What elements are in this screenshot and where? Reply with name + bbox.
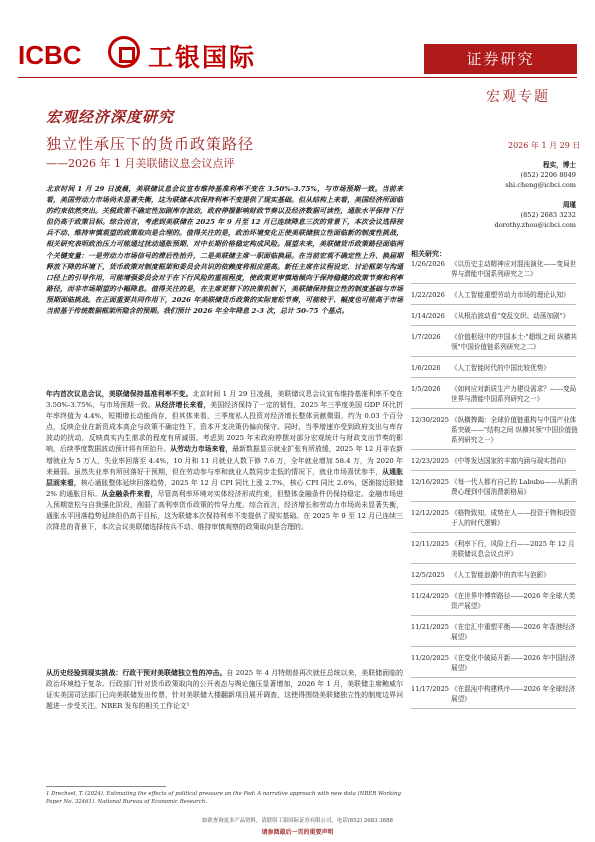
related-research-item[interactable] (411, 570, 581, 580)
paragraph-lead: 从金融条件来看， (101, 489, 158, 498)
report-type-badge: 证券研究 (424, 44, 577, 74)
analyst-email[interactable]: dorothy.zhou@icbci.com (494, 221, 576, 229)
related-research-item[interactable] (411, 653, 581, 673)
related-research-divider (411, 408, 576, 409)
icbc-logo-chinese: 工银国际 (148, 43, 257, 72)
related-research-date: 12/16/2025 (411, 478, 450, 486)
related-research-title-text[interactable]: 《在混沌中构建秩序——2026 年全球经济展望》 (451, 685, 576, 703)
body-paragraph-1 (46, 389, 403, 533)
related-research-title-text[interactable]: 《以历史主动精神应对混沌演化——变局世界与潜能中国系列研究之二》 (451, 260, 577, 278)
footnote-divider (46, 786, 166, 787)
related-research-item[interactable] (411, 622, 581, 642)
related-research-title-text[interactable]: 《在变化中破局开新——2026 年中国经济展望》 (451, 654, 576, 672)
related-research-item[interactable] (411, 415, 581, 445)
related-research-item[interactable] (411, 259, 581, 279)
paragraph-text: 最新数据显示就业扩张有所放缓，2025 年 12 月非农新增就业为 5 万人，失业率回落至 4.4%，10 月和 11 月就业人数下修 7.6 万，全年就业增加 58.4 万，为 2020 年来最弱。虽然失业率有所回落好于预期，但在劳动参与率和就业人数同步走低的情况下，就业市场喜忧参半， (46, 445, 404, 476)
paragraph-lead: 从经济增长来看， (154, 401, 211, 410)
related-research-divider (411, 377, 576, 378)
related-research-title-text[interactable]: 《人工智能时代的中国比较优势》 (451, 364, 550, 372)
paragraph-lead: 从通胀层面来看， (46, 467, 404, 487)
related-research-divider (411, 584, 576, 585)
related-research-divider (411, 283, 576, 284)
paragraph-text: 核心通胀整体延续回落趋势，2025 年 12 月 CPI 同比上涨 2.7%，核心 CPI 同比 2.6%，逐渐接近联储 2% 的通胀目标。 (46, 478, 404, 498)
analyst-phone: (852) 2206 8049 (520, 171, 576, 179)
related-research-item[interactable] (411, 684, 581, 704)
related-research-divider (411, 470, 576, 471)
related-research-divider (411, 532, 576, 533)
related-research-title-text[interactable]: 《利率下行，风险上行——2025 年 12 月美联储议息会议点评》 (451, 540, 575, 558)
related-research-divider (411, 677, 576, 678)
related-research-divider (411, 646, 576, 647)
related-research-divider (411, 501, 576, 502)
related-research-title-text[interactable]: 《人工智能重塑劳动力市场的理论认知》 (451, 291, 570, 299)
related-research-date: 11/24/2025 (411, 592, 450, 600)
related-research-date: 1/22/2026 (411, 291, 445, 299)
analyst-name: 程实，博士 (543, 161, 576, 169)
related-research-divider (411, 708, 576, 709)
related-research-title-text[interactable]: 《在世界中博弈路径——2026 年全球大类资产展望》 (451, 592, 576, 610)
related-research-divider (411, 563, 576, 564)
icbc-logo-text: ICBC (18, 40, 82, 70)
contact-line: 如欲查询更多产品资料，请联络工银国际证券有限公司，电话(852) 2683 3888 (202, 818, 393, 824)
related-research-item[interactable] (411, 456, 581, 466)
paragraph-text: 尽管高利率环境对实体经济形成约束，但整体金融条件仍保持稳定。金融市场进入预期宽松与自我强化阶段，削弱了高利率货币政策的传导力度。综合而言，经济增长和劳动力市场尚未显著失衡，通胀水平回落趋势延续但仍高于目标，这为联储本次保持利率不变提供了现实基础。在 2025 年 9 至 12 月已连续三次降息的背景下，本次会议美联储选择按兵不动、维持审慎观察的政策取向是合理的。 (46, 489, 404, 532)
related-research-title-text[interactable]: 《如何应对新质生产力建设需求？——变局世界与潜能中国系列研究之一》 (451, 385, 577, 403)
related-research (411, 249, 581, 715)
related-research-title: 相关研究： (411, 249, 446, 258)
related-research-divider (411, 449, 576, 450)
related-research-date: 12/5/2025 (411, 571, 445, 579)
related-research-title-text[interactable]: 《格物致知，成势在人——投资于物和投资于人的时代逻辑》 (451, 509, 577, 527)
related-research-date: 11/17/2025 (411, 685, 450, 693)
body-paragraph-2 (46, 668, 403, 712)
analyst-block (411, 160, 581, 230)
paragraph-text: 北京时间 1 月 29 日凌晨，美联储议息会议宣布维持基准利率不变在 3.50%-3.75%，与市场预期一致。 (46, 390, 403, 410)
related-research-item[interactable] (411, 363, 581, 373)
related-research-title-text[interactable]: 《从根治波动看"变乱交织、动荡加剧"》 (451, 312, 570, 320)
related-research-date: 12/23/2025 (411, 457, 450, 465)
related-research-item[interactable] (411, 508, 581, 528)
report-main-title: 独立性承压下的货币政策路径 (46, 135, 255, 153)
footnote: 1 Drechsel, T. (2024). Estimating the effects of political pressure on the Fed: A narrative approach with new data (NBER Working Paper No. 32461). National Bureau of Economic Research. (46, 791, 401, 805)
related-research-item[interactable] (411, 332, 581, 352)
icbc-logo-icon (108, 36, 140, 68)
related-research-item[interactable] (411, 477, 581, 497)
related-research-date: 11/20/2025 (411, 654, 450, 662)
related-research-date: 11/21/2025 (411, 623, 450, 631)
report-subtitle: ——2026 年 1 月美联储议息会议点评 (46, 157, 235, 170)
related-research-date: 1/26/2026 (411, 260, 445, 268)
paragraph-lead: 年内首次议息会议，美联储保持基准利率不变。 (46, 390, 193, 398)
related-research-item[interactable] (411, 311, 581, 321)
related-research-item[interactable] (411, 290, 581, 300)
related-research-date: 12/30/2025 (411, 416, 450, 424)
analyst-name: 周瑾 (562, 201, 576, 209)
related-research-title-text[interactable]: 《人工智能浪潮中的真实与泡影》 (451, 571, 550, 579)
related-research-title-text[interactable]: 《每一代人都有自己的 Labubu——从新消费心理到中国消费新格局》 (451, 478, 578, 496)
related-research-date: 1/7/2026 (411, 333, 441, 341)
report-date: 2026 年 1 月 29 日 (508, 141, 581, 150)
analyst-email[interactable]: shi.cheng@icbci.com (505, 181, 576, 189)
paragraph-text: 自 2025 年 4 月特朗普再次就任总统以来，美联储面临的政治环境趋于复杂。行政部门针对货币政策取向的公开表态与舆论施压显著增加，2026 年 1 月，美联储主席鲍威尔证实美国司法部门已向美联储发出传票，针对美联储大楼翻新项目展开调查，这使得围绕美联储独立性的制度边界问题进一步受关注。NBER 发布的相关工作论文¹ (46, 669, 403, 711)
related-research-title-text[interactable]: 《在定汇中重塑平衡——2026 年香港经济展望》 (451, 623, 576, 641)
paragraph-text: 美国经济保持了一定的韧性，2025 年三季度美国 GDP 环比折年率终值为 4.4%，短期增长动能尚存，但其体来看，三季度私人投资对经济增长整体贡献微弱，约为 0.03 个百分点，反映企业在新资成本高企与政策不确定性下，资本开支决策仍偏向保守。同时，当季增速亦受到政府支出与库存波动的扰动，反映真实内生需求的程度有所减弱。考虑到 2025 年末政府停摆对部分宏观统计与财政支出节奏的影响，后续季度数据波动预计将有所抬升。 (46, 401, 404, 454)
related-research-date: 1/14/2026 (411, 312, 445, 320)
related-research-divider (411, 304, 576, 305)
related-research-date: 12/11/2025 (411, 540, 450, 548)
header-divider (18, 77, 577, 78)
paragraph-lead: 从历史经验到现实挑战：行政干预对美联储独立性的冲击。 (46, 669, 227, 677)
related-research-item[interactable] (411, 384, 581, 404)
related-research-item[interactable] (411, 539, 581, 559)
related-research-divider (411, 615, 576, 616)
report-category: 宏观专题 (486, 89, 550, 105)
related-research-item[interactable] (411, 591, 581, 611)
report-series-title: 宏观经济深度研究 (46, 108, 175, 126)
analyst-phone: (852) 2683 3232 (520, 211, 576, 219)
related-research-date: 1/6/2026 (411, 364, 441, 372)
related-research-title-text[interactable]: 《价值枢纽中的中国本土·"超级之间 纵横其领"中国价值链系列研究之二》 (451, 333, 577, 351)
related-research-divider (411, 356, 576, 357)
related-research-list (411, 259, 581, 709)
related-research-date: 1/5/2026 (411, 385, 441, 393)
paragraph-lead: 从劳动力市场来看， (170, 445, 233, 454)
related-research-divider (411, 325, 576, 326)
disclaimer-notice: 请参阅最后一页的重要声明 (261, 829, 334, 836)
related-research-title-text[interactable]: 《纵横捭阖：全球价值链重构与中国产业体系突破——"结构之间 纵横其领"中国价值链系列研究之一》 (451, 416, 578, 444)
related-research-date: 12/12/2025 (411, 509, 450, 517)
related-research-title-text[interactable]: 《中等发达国家的丰富内涵与现实指向》 (451, 457, 570, 465)
summary-paragraph: 北京时间 1 月 29 日凌晨，美联储议息会议宣布维持基准利率不变在 3.50%-3.75%，与市场预期一致。当前来看，美国劳动力市场尚未显著失衡，这为联储本次保持利率不变提供了现实基础。但从结构上来看，美国经济所面临的约束依然突出。关税政策不确定性加剧库存波动，政府停摆影响财政节奏以及经济数据可读性，通胀水平保持下行但仍高于政策目标。综合而言，考虑到美联储在 2025 年 9 月至 12 月已连续降息三次的背景下，本次会议选择按兵不动、维持审慎观望的政策取向是合理的。值得关注的是，政治环境变化正使美联储独立性面临新的制度性挑战，相关研究表明政治压力可能通过扰动通胀预期、对中长期价格稳定构成风险。展望未来，美联储货币政策路径面临两个关键变量：一是劳动力市场信号的滞后性抬升，二是美联储主席一职面临换届。在当前宏观不确定性上升、换届期释放下降的环境下，货币政策对制度框架和委员会共识的依赖度将相应提高。新任主席在议程设定、讨论框架与沟通口径上的引导作用，可能增强委员会对于在下行风险的重视程度，使政策更审慎地倾向于保持稳健的政策节奏和利率路径，而非市场期望的小幅降息。值得关注的是，在主席更替下的决策机制下，美联储保持独立性的制度基础与市场预期面临挑战。在正面重要共同作用下，2026 年美联储货币政策的实际宽松节奏，可能较于、幅度也可能高于市场当前基于传统数据框架所隐含的预期。我们预计 2026 年全年降息 2-3 次，总计 50-75 个基点。 (46, 185, 403, 316)
